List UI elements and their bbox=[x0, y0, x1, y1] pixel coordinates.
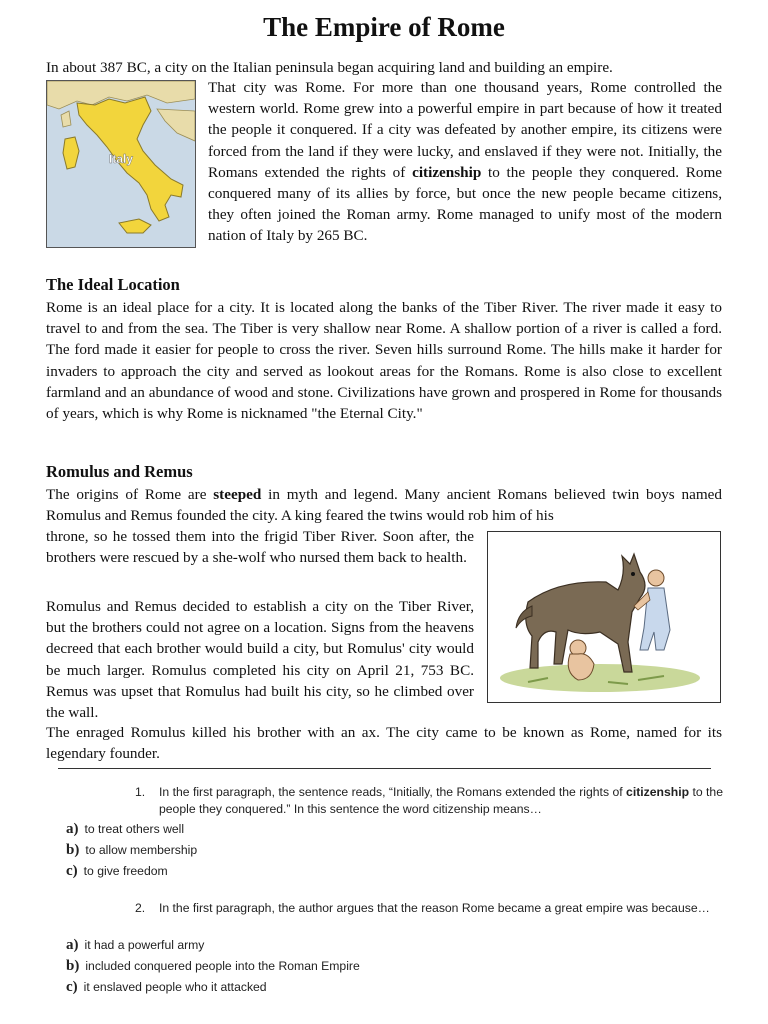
option-letter: b) bbox=[66, 958, 80, 974]
question-number: 2. bbox=[135, 901, 146, 915]
section2-heading: Romulus and Remus bbox=[46, 462, 193, 481]
question-text-lead: In the first paragraph, the sentence reads, “Initially, the Romans extended the rights of bbox=[159, 785, 623, 799]
question-text-rest: to the people they conquered.” In this sentence the word citizenship means… bbox=[159, 785, 723, 816]
option-letter: a) bbox=[66, 937, 79, 953]
section1-body: Rome is an ideal place for a city. It is located along the banks of the Tiber River. The river made it easy to travel to and from the sea. The Tiber is very shallow near Rome. A shallow portion of a river is called a ford. The ford made it easier for people to cross the river. Seven hills surround Rome. The hills make it harder for invaders to approach the city and served as lookout areas for the Romans. Rome is also close to excellent farmland and an abundance of wood and stone. Civilizations have grown and prospered in Rome for thousands of years, which is why Rome is nicknamed "the Eternal City." bbox=[46, 299, 722, 423]
option-text: to treat others well bbox=[84, 822, 185, 836]
option-letter: c) bbox=[66, 979, 78, 995]
question-number: 1. bbox=[135, 785, 146, 799]
option-text: it had a powerful army bbox=[84, 938, 205, 952]
option-letter: c) bbox=[66, 863, 78, 879]
question-bold-term: citizenship bbox=[626, 785, 690, 799]
italy-map-image bbox=[46, 80, 196, 248]
option-text: it enslaved people who it attacked bbox=[83, 980, 267, 994]
section2-p2-wide: The enraged Romulus killed his brother with an ax. The city came to be known as Rome, named for its legendary founder. bbox=[46, 724, 722, 763]
answer-option[interactable] bbox=[66, 821, 184, 838]
intro-paragraph bbox=[208, 77, 722, 247]
question-text: In the first paragraph, the author argues that the reason Rome became a great empire was because… bbox=[159, 901, 710, 915]
option-letter: b) bbox=[66, 842, 80, 858]
question-text bbox=[159, 784, 723, 817]
map-label: Italy bbox=[109, 152, 134, 166]
section2-bold-term: steeped bbox=[213, 486, 262, 503]
section1-heading: The Ideal Location bbox=[46, 275, 180, 294]
option-letter: a) bbox=[66, 821, 79, 837]
intro-part2: to the people they conquered. Rome conquered many of its allies by force, but once the new people became citizens, they often joined the Roman army. Rome managed to unify most of the modern nation of Italy by 265 BC. bbox=[208, 163, 723, 245]
section2-p1-rest: in myth and legend. Many ancient Romans believed twin boys named Romulus and Remus founded the city. A king feared the twins would rob him of his bbox=[46, 486, 722, 525]
option-text: to give freedom bbox=[83, 864, 168, 878]
italy-map-icon bbox=[47, 81, 195, 247]
page-title: The Empire of Rome bbox=[263, 12, 505, 42]
answer-option[interactable] bbox=[66, 937, 204, 954]
option-text: included conquered people into the Roman Empire bbox=[85, 959, 360, 973]
section2-p1-narrow: throne, so he tossed them into the frigid Tiber River. Soon after, the brothers were rescued by a she-wolf who nursed them back to health. bbox=[46, 528, 474, 567]
intro-part1: That city was Rome. For more than one thousand years, Rome controlled the western world. Rome grew into a powerful empire in part because of how it treated the people it conquered. If a city was defeated by another empire, its citizens were forced from the land if they were lucky, and enslaved if they were not. Initially, the Romans extended the rights of bbox=[208, 79, 722, 181]
section2-p1-lead: The origins of Rome are bbox=[46, 486, 207, 503]
intro-first-line: In about 387 BC, a city on the Italian peninsula began acquiring land and building an empire. bbox=[46, 59, 613, 76]
answer-option[interactable] bbox=[66, 958, 360, 975]
answer-option[interactable] bbox=[66, 842, 197, 859]
section2-p1-wide bbox=[46, 484, 722, 526]
answer-option[interactable] bbox=[66, 979, 267, 996]
she-wolf-illustration bbox=[487, 531, 721, 703]
divider bbox=[58, 768, 711, 769]
section2-p2-narrow: Romulus and Remus decided to establish a city on the Tiber River, but the brothers could not agree on a location. Signs from the heavens decreed that each brother would build a city, but Romulus' city would be much larger. Romulus completed his city on April 21, 753 BC. Remus was upset that Romulus had built his city, so he climbed over the wall. bbox=[46, 598, 474, 722]
she-wolf-icon bbox=[488, 532, 720, 702]
answer-option[interactable] bbox=[66, 863, 168, 880]
intro-bold-term: citizenship bbox=[412, 163, 482, 181]
option-text: to allow membership bbox=[85, 843, 198, 857]
